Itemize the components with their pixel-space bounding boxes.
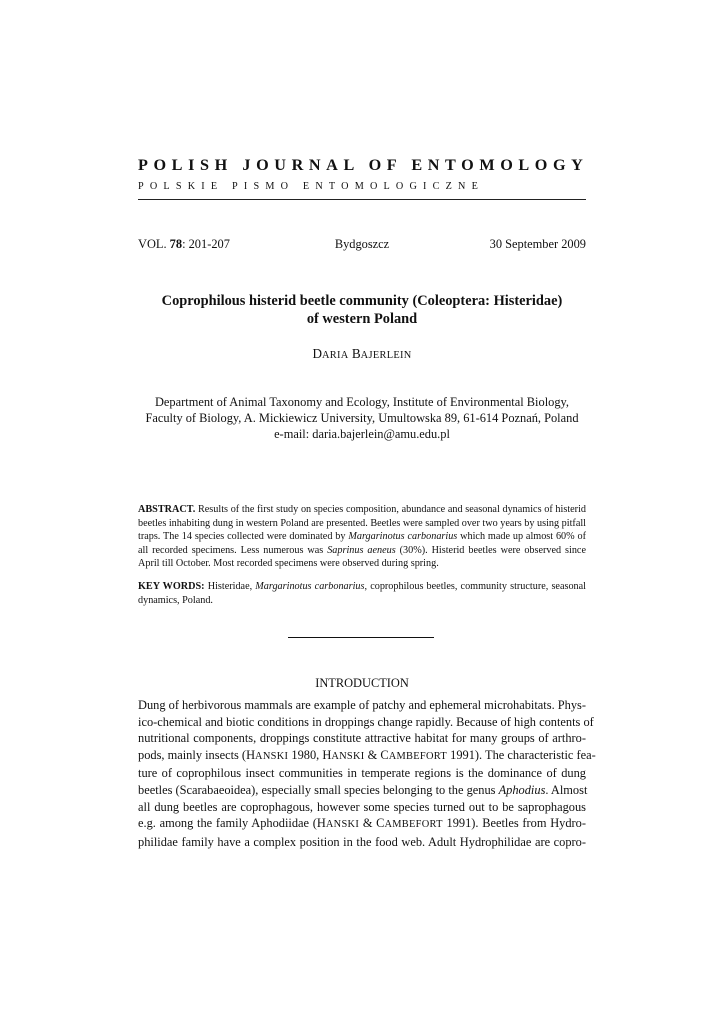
introduction-heading: INTRODUCTION — [315, 676, 409, 690]
page-range: : 201-207 — [182, 237, 230, 251]
keywords — [138, 580, 586, 607]
keywords-text: Histeridae, — [204, 581, 256, 592]
title-line: of western Poland — [306, 311, 418, 327]
text-line: beetles (Scarabaeoidea), especially small species belonging to the genus Aphodius. Almost — [138, 782, 588, 797]
abstract-text: (30%). Histerid beetles were observed since April till October. Most recorded specimens were observed during spring. — [138, 544, 586, 570]
text-line: nutritional components, droppings constitute attractive habitat for many groups of arthro- — [138, 731, 586, 746]
author-smallcaps: ARIA — [321, 350, 349, 361]
author-initial: D — [312, 346, 322, 361]
species-name: Margarinotus carbonarius — [255, 581, 365, 592]
header-divider — [138, 199, 586, 200]
text-line: Dung of herbivorous mammals are example of patchy and ephemeral microhabitats. Phys- — [138, 698, 586, 712]
abstract — [138, 503, 586, 571]
article-title — [138, 292, 586, 328]
affiliation — [138, 395, 586, 442]
keywords-text: , coprophilous beetles, community structure, seasonal dynamics, Poland. — [138, 581, 586, 606]
publication-city: Bydgoszcz — [334, 237, 390, 251]
journal-title: POLISH JOURNAL OF ENTOMOLOGY — [138, 156, 589, 174]
affiliation-line: Department of Animal Taxonomy and Ecology, Institute of Environmental Biology, — [154, 395, 570, 409]
journal-subtitle: POLSKIE PISMO ENTOMOLOGICZNE — [138, 181, 485, 192]
abstract-text: Results of the first study on species composition, abundance and seasonal dynamics of histerid beetles inhabiting dung in western Poland are presented. Beetles were sampled over two years by using pitfall traps. The 14 species collected were dominated by — [138, 504, 586, 543]
text-line: all dung beetles are coprophagous, however some species turned out to be saprophagous — [138, 799, 586, 814]
author-initial: B — [351, 346, 361, 361]
text-line: ico-chemical and biotic conditions in droppings change rapidly. Because of high contents of — [138, 714, 594, 729]
text-line: e.g. among the family Aphodiidae (HANSKI & CAMBEFORT 1991). Beetles from Hydro- — [138, 816, 586, 831]
title-line: Coprophilous histerid beetle community (Coleoptera: Histeridae) — [161, 293, 563, 309]
keywords-label: KEY WORDS: — [138, 581, 205, 592]
text-line: ture of coprophilous insect communities in temperate regions is the dominance of dung — [138, 766, 586, 781]
affiliation-line: Faculty of Biology, A. Mickiewicz University, Umultowska 89, 61-614 Poznań, Poland — [145, 410, 579, 425]
author-name — [138, 346, 586, 362]
text-line: philidae family have a complex position in the food web. Adult Hydrophilidae are copro- — [138, 834, 586, 849]
volume-number: 78 — [169, 237, 183, 251]
abstract-text: which made up almost 60% of all recorded specimens. Less numerous was — [138, 531, 586, 556]
volume-prefix: VOL. — [138, 237, 170, 251]
text-line: pods, mainly insects (HANSKI 1980, HANSKI & CAMBEFORT 1991). The characteristic fea- — [138, 747, 596, 762]
genus-name: Aphodius — [498, 782, 546, 797]
publication-date: 30 September 2009 — [489, 237, 586, 251]
species-name: Margarinotus carbonarius — [348, 531, 458, 543]
abstract-label: ABSTRACT. — [138, 504, 196, 515]
author-smallcaps: AJERLEIN — [360, 350, 412, 361]
introduction-body — [138, 697, 596, 850]
author-email: e-mail: daria.bajerlein@amu.edu.pl — [274, 426, 450, 441]
species-name: Saprinus aeneus — [327, 544, 396, 556]
section-divider — [288, 637, 434, 638]
